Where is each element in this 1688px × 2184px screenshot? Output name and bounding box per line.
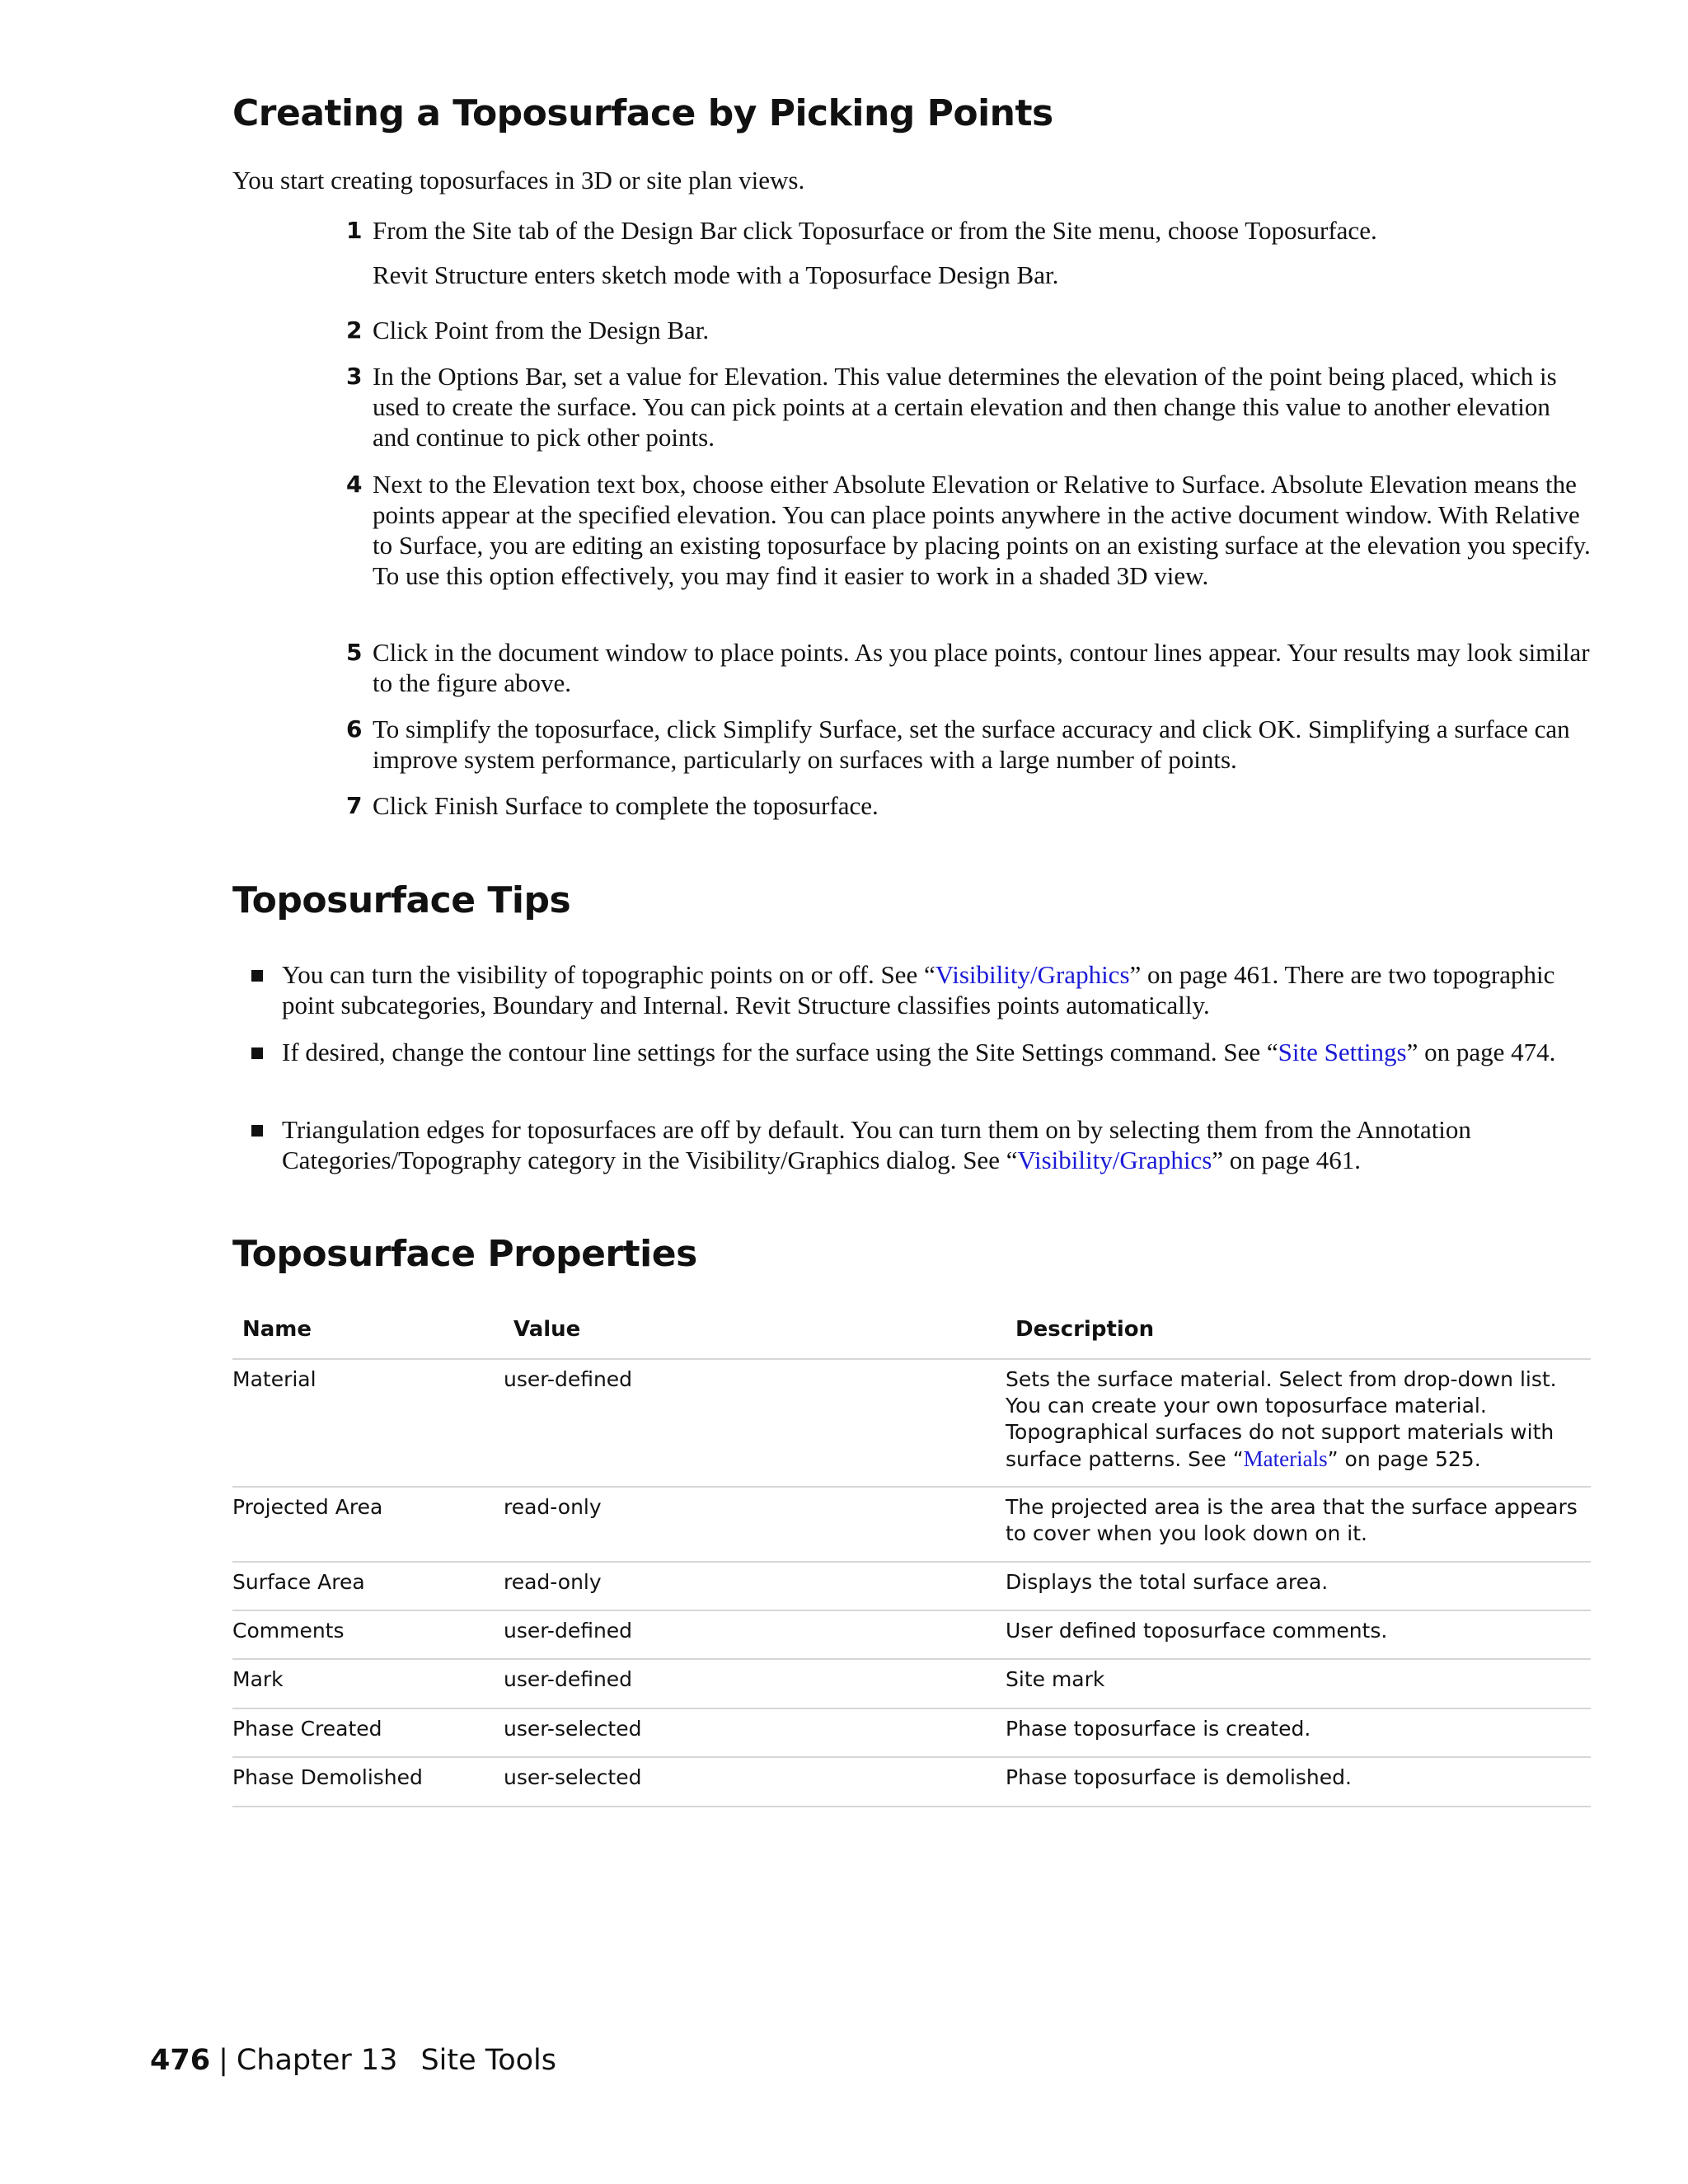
row-value: user-defined xyxy=(504,1667,633,1691)
row-rule xyxy=(232,1756,1591,1758)
row-value: read-only xyxy=(504,1495,602,1519)
step-1 xyxy=(346,215,1591,298)
row-description: Site mark xyxy=(1006,1667,1105,1691)
step-number: 3 xyxy=(346,363,363,390)
step-text: In the Options Bar, set a value for Elevation. This value determines the elevation of the point being placed, which is used to create the surface. You can pick points at a certain elevation and then change this value to another elevation and continue to pick other points. xyxy=(373,362,1557,452)
column-header-name: Name xyxy=(242,1317,312,1342)
row-description: Phase toposurface is demolished. xyxy=(1006,1765,1352,1789)
row-rule xyxy=(232,1708,1591,1709)
step-number: 7 xyxy=(346,792,363,819)
step-number: 1 xyxy=(346,217,363,244)
row-name: Phase Created xyxy=(232,1717,382,1741)
row-value: user-selected xyxy=(504,1765,642,1789)
row-description: Phase toposurface is created. xyxy=(1006,1717,1311,1741)
step-text: To simplify the toposurface, click Simplify Surface, set the surface accuracy and click OK. Simplifying a surface can improve system performance, particularly on surfaces with a large number of points. xyxy=(373,715,1570,774)
row-value: user-defined xyxy=(504,1619,633,1643)
row-rule xyxy=(232,1806,1591,1807)
tip-text: If desired, change the contour line settings for the surface using the Site Settings command. See “Site Settings” on page 474. xyxy=(282,1038,1556,1066)
row-name: Material xyxy=(232,1367,316,1391)
row-name: Mark xyxy=(232,1667,284,1691)
tip-text: You can turn the visibility of topographic points on or off. See “Visibility/Graphics” on page 461. There are two topographic point subcategories, Boundary and Internal. Revit Structure classifies points automatically. xyxy=(282,960,1555,1019)
step-text: Click in the document window to place points. As you place points, contour lines appear. Your results may look similar to the figure above. xyxy=(373,638,1590,697)
row-value: user-defined xyxy=(504,1367,633,1391)
row-name: Projected Area xyxy=(232,1495,383,1519)
column-header-description: Description xyxy=(1015,1317,1155,1342)
row-name: Surface Area xyxy=(232,1570,365,1594)
step-number: 4 xyxy=(346,471,363,498)
step-text: Next to the Elevation text box, choose either Absolute Elevation or Relative to Surface. Absolute Elevation means the points appear at the specified elevation. You can place points anywhere in the active document window. With Relative to Surface, you are editing an existing toposurface by placing points on an existing surface at the elevation you specify. To use this option effectively, you may find it easier to work in a shaded 3D view. xyxy=(373,470,1591,590)
chapter-label: Chapter 13 xyxy=(236,2044,398,2077)
footer-separator: | xyxy=(218,2044,228,2077)
intro-paragraph: You start creating toposurfaces in 3D or site plan views. xyxy=(232,166,805,194)
tip-item-1 xyxy=(251,959,1591,1021)
step-5 xyxy=(346,637,1591,699)
row-rule xyxy=(232,1486,1591,1488)
step-text: Click Finish Surface to complete the toposurface. xyxy=(373,791,879,820)
column-header-value: Value xyxy=(513,1317,581,1342)
step-result-text: Revit Structure enters sketch mode with a Toposurface Design Bar. xyxy=(373,260,1059,289)
header-rule xyxy=(232,1358,1591,1360)
row-description: Sets the surface material. Select from drop-down list. You can create your own toposurface material. Topographical surfaces do not support materials with surface patterns. See “Materials” on page 525. xyxy=(1006,1367,1557,1471)
row-name: Comments xyxy=(232,1619,345,1643)
chapter-title: Site Tools xyxy=(420,2044,556,2077)
step-number: 2 xyxy=(346,316,363,344)
step-3 xyxy=(346,361,1591,453)
row-description: User defined toposurface comments. xyxy=(1006,1619,1388,1643)
tip-item-2 xyxy=(251,1037,1591,1099)
square-bullet-icon xyxy=(251,1047,263,1059)
link-site-settings[interactable]: Site Settings xyxy=(1278,1038,1407,1066)
tip-item-3 xyxy=(251,1114,1591,1176)
step-number: 5 xyxy=(346,639,363,666)
row-description: The projected area is the area that the surface appears to cover when you look down on it. xyxy=(1006,1495,1578,1545)
page-footer xyxy=(150,2044,556,2077)
row-value: user-selected xyxy=(504,1717,642,1741)
link-visibility-graphics[interactable]: Visibility/Graphics xyxy=(935,960,1130,989)
section-heading-tips: Toposurface Tips xyxy=(232,879,571,921)
step-text: Click Point from the Design Bar. xyxy=(373,316,710,344)
page-number: 476 xyxy=(150,2044,211,2077)
step-2 xyxy=(346,315,1591,348)
square-bullet-icon xyxy=(251,1125,263,1137)
row-rule xyxy=(232,1561,1591,1563)
link-visibility-graphics[interactable]: Visibility/Graphics xyxy=(1017,1146,1212,1174)
step-4 xyxy=(346,469,1591,622)
row-description: Displays the total surface area. xyxy=(1006,1570,1329,1594)
section-heading-picking-points: Creating a Toposurface by Picking Points xyxy=(232,92,1053,134)
step-number: 6 xyxy=(346,715,363,743)
link-materials[interactable]: Materials xyxy=(1243,1446,1328,1471)
step-7 xyxy=(346,790,1591,823)
row-rule xyxy=(232,1610,1591,1611)
tip-text: Triangulation edges for toposurfaces are off by default. You can turn them on by selecting them from the Annotation Categories/Topography category in the Visibility/Graphics dialog. See “Visibility/Graphics” on page 461. xyxy=(282,1115,1471,1174)
section-heading-properties: Toposurface Properties xyxy=(232,1233,697,1275)
row-value: read-only xyxy=(504,1570,602,1594)
square-bullet-icon xyxy=(251,970,263,982)
step-6 xyxy=(346,714,1591,776)
step-text: From the Site tab of the Design Bar click Toposurface or from the Site menu, choose Toposurface. xyxy=(373,216,1377,245)
row-rule xyxy=(232,1658,1591,1660)
row-name: Phase Demolished xyxy=(232,1765,423,1789)
